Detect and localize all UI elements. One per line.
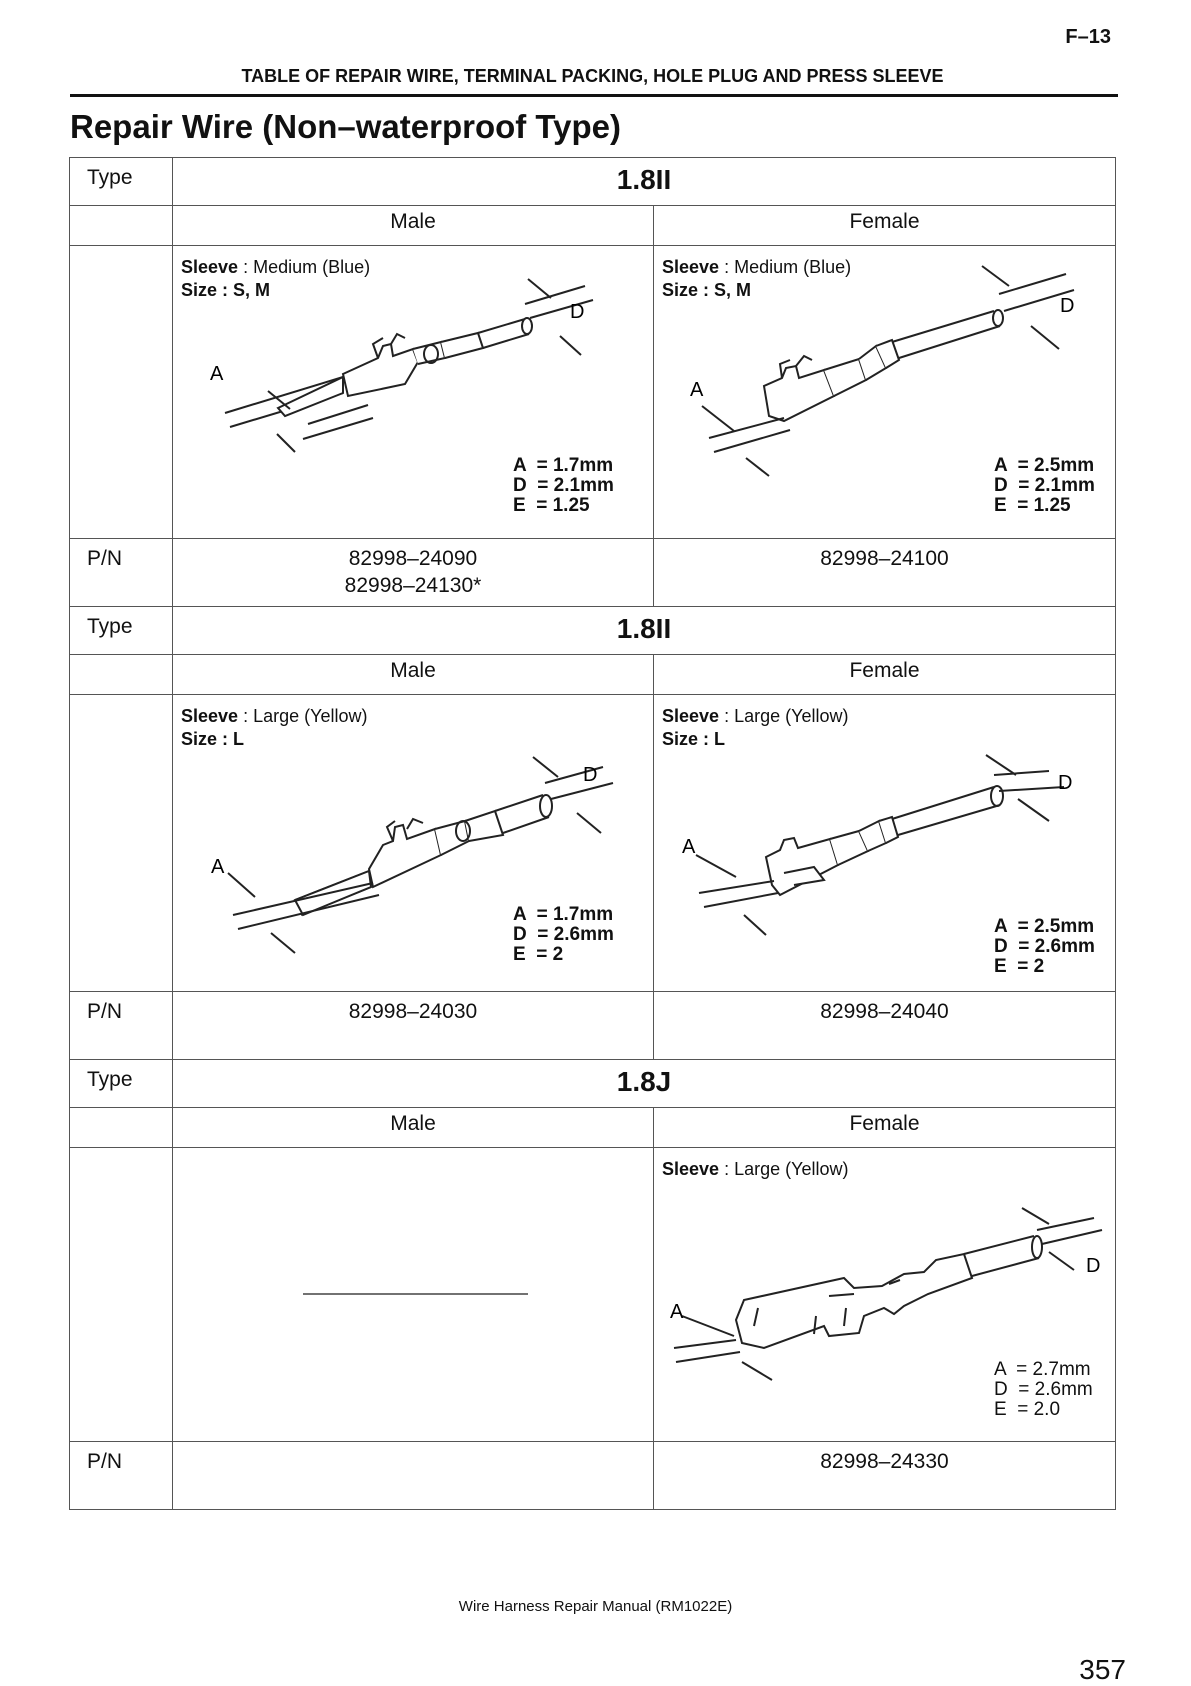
- not-applicable-dash: [173, 1148, 653, 1441]
- dimension-specs: A = 1.7mm D = 2.1mm E = 1.25: [513, 455, 614, 516]
- pn-row: [70, 992, 1116, 1060]
- type-value: 1.8II: [173, 607, 1116, 655]
- size-label: Size: [662, 729, 699, 749]
- size-label: Size: [181, 280, 218, 300]
- sleeve-value: Large (Yellow): [734, 1159, 849, 1179]
- size-label: Size: [662, 280, 699, 300]
- sleeve-value: Medium (Blue): [253, 257, 371, 277]
- sleeve-value: Large (Yellow): [734, 706, 849, 726]
- female-part-number: 82998–24040: [654, 992, 1116, 1060]
- repair-wire-table: [69, 157, 1116, 1510]
- pn-label: P/N: [70, 992, 173, 1060]
- female-header: Female: [654, 206, 1116, 246]
- dimension-specs: A = 1.7mm D = 2.6mm E = 2: [513, 904, 614, 965]
- dim-d-label: D: [570, 301, 585, 323]
- female-part-number: 82998–24330: [654, 1442, 1116, 1510]
- female-terminal-figure: Sleeve : Medium (Blue) Size : S, M A D A = 2.5mm D = 2.1mm E = 1.25: [654, 246, 1116, 539]
- female-part-number: 82998–24100: [654, 539, 1116, 607]
- figure-row: [70, 695, 1116, 992]
- dim-a-label: A: [670, 1301, 684, 1323]
- page-number: 357: [1079, 1654, 1126, 1685]
- type-label: Type: [70, 158, 173, 206]
- page-code: F–13: [1065, 26, 1111, 48]
- gender-row: [70, 206, 1116, 246]
- sleeve-value: Large (Yellow): [253, 706, 368, 726]
- male-header: Male: [173, 655, 654, 695]
- dim-a-label: A: [210, 363, 224, 385]
- dimension-specs: A = 2.5mm D = 2.6mm E = 2: [994, 916, 1095, 977]
- figure-row: [70, 246, 1116, 539]
- size-label: Size: [181, 729, 218, 749]
- dim-d-label: D: [1086, 1255, 1101, 1277]
- gender-row: [70, 655, 1116, 695]
- type-value: 1.8J: [173, 1060, 1116, 1108]
- dim-a-label: A: [690, 379, 704, 401]
- dim-d-label: D: [1060, 295, 1075, 317]
- dim-a-label: A: [682, 836, 696, 858]
- size-value: S, M: [233, 280, 271, 300]
- dim-d-label: D: [583, 764, 598, 786]
- page-title: Repair Wire (Non–waterproof Type): [70, 108, 621, 145]
- male-header: Male: [173, 1108, 654, 1148]
- sleeve-label: Sleeve: [181, 257, 239, 277]
- pn-label: P/N: [70, 539, 173, 607]
- sleeve-label: Sleeve: [662, 257, 720, 277]
- pn-label: P/N: [70, 1442, 173, 1510]
- female-terminal-figure: Sleeve : Large (Yellow) Size : L A D A = 2.5mm D = 2.6mm E = 2: [654, 695, 1116, 992]
- male-header: Male: [173, 206, 654, 246]
- type-row: [70, 607, 1116, 655]
- footer-manual-title: Wire Harness Repair Manual (RM1022E): [458, 1598, 733, 1615]
- size-value: S, M: [714, 280, 752, 300]
- type-value: 1.8II: [173, 158, 1116, 206]
- type-row: [70, 158, 1116, 206]
- type-row: [70, 1060, 1116, 1108]
- type-label: Type: [70, 1060, 173, 1108]
- male-terminal-figure: Sleeve : Medium (Blue) Size : S, M A D A = 1.7mm D = 2.1mm E = 1.25: [173, 246, 654, 539]
- female-terminal-figure: Sleeve : Large (Yellow) A D A = 2.7mm D = 2.6mm E = 2.0: [654, 1148, 1116, 1442]
- dim-a-label: A: [211, 856, 225, 878]
- male-part-number: 82998–24090 82998–24130*: [173, 539, 654, 607]
- dimension-specs: A = 2.5mm D = 2.1mm E = 1.25: [994, 455, 1095, 516]
- type-label: Type: [70, 607, 173, 655]
- dimension-specs: A = 2.7mm D = 2.6mm E = 2.0: [994, 1359, 1093, 1420]
- size-value: L: [714, 729, 726, 749]
- sleeve-label: Sleeve: [181, 706, 239, 726]
- male-part-number: 82998–24030: [173, 992, 654, 1060]
- female-header: Female: [654, 1108, 1116, 1148]
- female-header: Female: [654, 655, 1116, 695]
- male-terminal-figure: Sleeve : Large (Yellow) Size : L A D A = 1.7mm D = 2.6mm E = 2: [173, 695, 654, 992]
- header-rule: [70, 94, 1118, 97]
- size-value: L: [233, 729, 245, 749]
- pn-row: [70, 1442, 1116, 1510]
- sleeve-value: Medium (Blue): [734, 257, 852, 277]
- sleeve-label: Sleeve: [662, 706, 720, 726]
- section-title: TABLE OF REPAIR WIRE, TERMINAL PACKING, HOLE PLUG AND PRESS SLEEVE: [241, 66, 944, 86]
- sleeve-label: Sleeve: [662, 1159, 720, 1179]
- gender-row: [70, 1108, 1116, 1148]
- pn-row: [70, 539, 1116, 607]
- dim-d-label: D: [1058, 772, 1073, 794]
- male-part-number: [173, 1442, 654, 1510]
- figure-row: [70, 1148, 1116, 1442]
- male-terminal-figure: [173, 1148, 654, 1442]
